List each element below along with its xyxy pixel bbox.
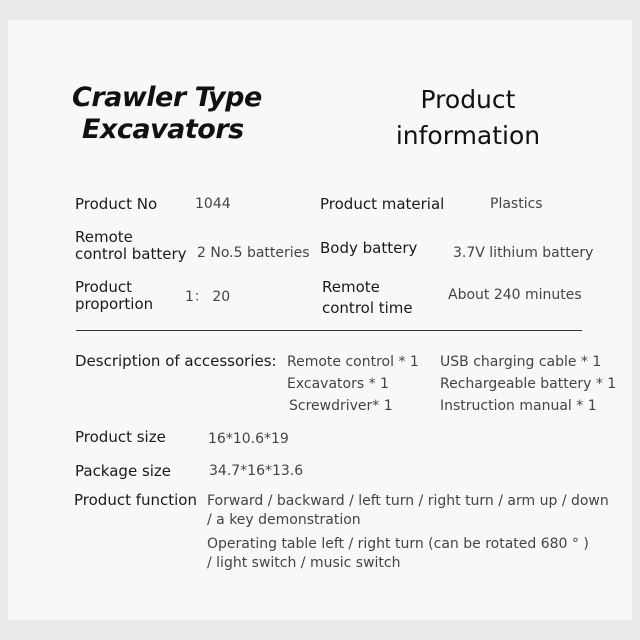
function-line: / light switch / music switch (207, 555, 401, 571)
control-time-label-1: Remote (322, 278, 380, 296)
remote-battery-label-1: Remote (75, 228, 133, 246)
proportion-value: 1： 20 (185, 289, 231, 305)
product-title-line1: Crawler Type (72, 82, 262, 113)
accessory-item: Remote control * 1 (287, 354, 419, 370)
accessory-item: Rechargeable battery * 1 (440, 376, 617, 392)
product-no-value: 1044 (195, 196, 231, 212)
accessory-item: Instruction manual * 1 (440, 398, 597, 414)
accessories-label: Description of accessories: (75, 352, 277, 370)
control-time-label-2: control time (322, 299, 413, 317)
accessory-item: USB charging cable * 1 (440, 354, 602, 370)
product-function-label: Product function (74, 491, 197, 509)
product-no-label: Product No (75, 195, 158, 213)
product-size-value: 16*10.6*19 (208, 431, 289, 447)
remote-battery-label-2: control battery (75, 245, 187, 263)
package-size-label: Package size (75, 462, 172, 480)
remote-battery-value: 2 No.5 batteries (197, 245, 310, 261)
product-title-line2: Excavators (82, 114, 244, 145)
proportion-label-2: proportion (75, 295, 154, 313)
body-battery-label: Body battery (320, 239, 418, 257)
material-label: Product material (320, 195, 445, 213)
accessory-item: Screwdriver* 1 (289, 398, 393, 414)
function-line: / a key demonstration (207, 512, 361, 528)
package-size-value: 34.7*16*13.6 (209, 463, 304, 479)
section-divider (76, 330, 582, 331)
accessory-item: Excavators * 1 (287, 376, 389, 392)
proportion-label-1: Product (75, 278, 132, 296)
material-value: Plastics (490, 196, 543, 212)
section-heading-line2: information (395, 121, 541, 150)
product-size-label: Product size (75, 428, 166, 446)
body-battery-value: 3.7V lithium battery (453, 245, 594, 261)
control-time-value: About 240 minutes (448, 287, 582, 303)
section-heading-line1: Product (420, 85, 516, 114)
function-line: Operating table left / right turn (can be rotated 680 ° ) (207, 536, 589, 552)
function-line: Forward / backward / left turn / right turn / arm up / down (207, 493, 609, 509)
